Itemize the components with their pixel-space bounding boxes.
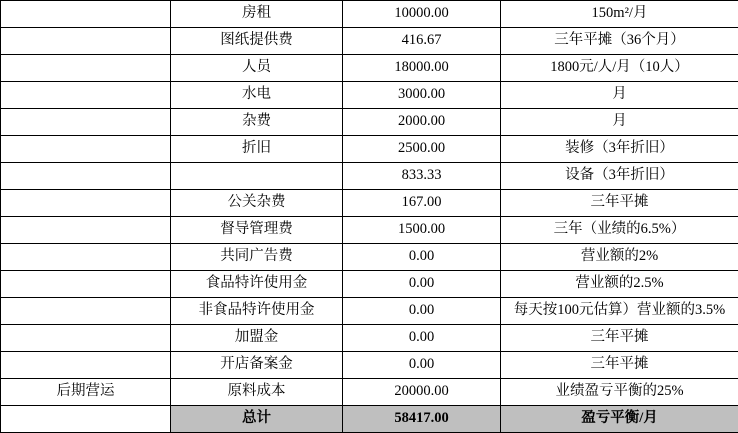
table-row: [1, 109, 738, 136]
row-label-spacer: [1, 244, 171, 271]
cost-item-note: 三年（业绩的6.5%）: [501, 217, 738, 244]
cost-item-note: 月: [501, 82, 738, 109]
cost-item-name: 水电: [171, 82, 343, 109]
cost-item-note: 三年平摊: [501, 190, 738, 217]
cost-item-amount: 20000.00: [343, 379, 501, 406]
cost-item-name: 开店备案金: [171, 352, 343, 379]
total-amount: 58417.00: [343, 406, 501, 433]
cost-item-amount: 416.67: [343, 28, 501, 55]
cost-item-note: 业绩盈亏平衡的25%: [501, 379, 738, 406]
cost-item-note: 150m²/月: [501, 1, 738, 28]
cost-item-name: 食品特许使用金: [171, 271, 343, 298]
cost-item-name: 图纸提供费: [171, 28, 343, 55]
table-row: [1, 352, 738, 379]
row-label-spacer: [1, 217, 171, 244]
table-row: [1, 55, 738, 82]
cost-item-name: [171, 163, 343, 190]
row-label-spacer: [1, 109, 171, 136]
cost-item-name: 督导管理费: [171, 217, 343, 244]
cost-item-note: 三年平摊（36个月）: [501, 28, 738, 55]
table-row: [1, 1, 738, 28]
cost-item-name: 加盟金: [171, 325, 343, 352]
cost-item-note: 三年平摊: [501, 352, 738, 379]
row-group-label: 后期营运: [1, 379, 171, 406]
row-label-spacer: [1, 163, 171, 190]
cost-item-amount: 2500.00: [343, 136, 501, 163]
cost-item-note: 三年平摊: [501, 325, 738, 352]
row-label-spacer: [1, 28, 171, 55]
table-row: [1, 217, 738, 244]
cost-item-note: 设备（3年折旧）: [501, 163, 738, 190]
cost-item-amount: 833.33: [343, 163, 501, 190]
cost-item-amount: 2000.00: [343, 109, 501, 136]
cost-item-amount: 10000.00: [343, 1, 501, 28]
cost-item-amount: 0.00: [343, 244, 501, 271]
table-row: [1, 298, 738, 325]
row-label-spacer: [1, 298, 171, 325]
cost-item-note: 营业额的2.5%: [501, 271, 738, 298]
cost-item-note: 营业额的2%: [501, 244, 738, 271]
row-label-spacer: [1, 190, 171, 217]
cost-item-note: 月: [501, 109, 738, 136]
table-row: [1, 379, 738, 406]
table-row: [1, 136, 738, 163]
cost-item-name: 非食品特许使用金: [171, 298, 343, 325]
cost-item-amount: 0.00: [343, 298, 501, 325]
row-label-spacer: [1, 406, 171, 433]
table-row: [1, 325, 738, 352]
row-label-spacer: [1, 136, 171, 163]
cost-item-note: 装修（3年折旧）: [501, 136, 738, 163]
cost-item-name: 公关杂费: [171, 190, 343, 217]
cost-item-name: 人员: [171, 55, 343, 82]
cost-item-amount: 167.00: [343, 190, 501, 217]
cost-item-amount: 0.00: [343, 352, 501, 379]
row-label-spacer: [1, 352, 171, 379]
cost-item-name: 杂费: [171, 109, 343, 136]
table-row: [1, 271, 738, 298]
table-row: [1, 190, 738, 217]
total-note: 盈亏平衡/月: [501, 406, 738, 433]
cost-item-amount: 3000.00: [343, 82, 501, 109]
table-row: [1, 82, 738, 109]
cost-item-name: 原料成本: [171, 379, 343, 406]
table-total-row: [1, 406, 738, 433]
cost-item-note: 每天按100元估算）营业额的3.5%: [501, 298, 738, 325]
row-label-spacer: [1, 82, 171, 109]
cost-item-name: 共同广告费: [171, 244, 343, 271]
cost-item-amount: 0.00: [343, 271, 501, 298]
cost-item-note: 1800元/人/月（10人）: [501, 55, 738, 82]
table-row: [1, 244, 738, 271]
cost-item-name: 房租: [171, 1, 343, 28]
cost-item-amount: 1500.00: [343, 217, 501, 244]
cost-item-amount: 18000.00: [343, 55, 501, 82]
cost-item-amount: 0.00: [343, 325, 501, 352]
row-label-spacer: [1, 55, 171, 82]
row-label-spacer: [1, 271, 171, 298]
row-label-spacer: [1, 1, 171, 28]
row-label-spacer: [1, 325, 171, 352]
total-label: 总计: [171, 406, 343, 433]
table-body: [1, 1, 738, 433]
cost-item-name: 折旧: [171, 136, 343, 163]
table-row: [1, 163, 738, 190]
table-row: [1, 28, 738, 55]
